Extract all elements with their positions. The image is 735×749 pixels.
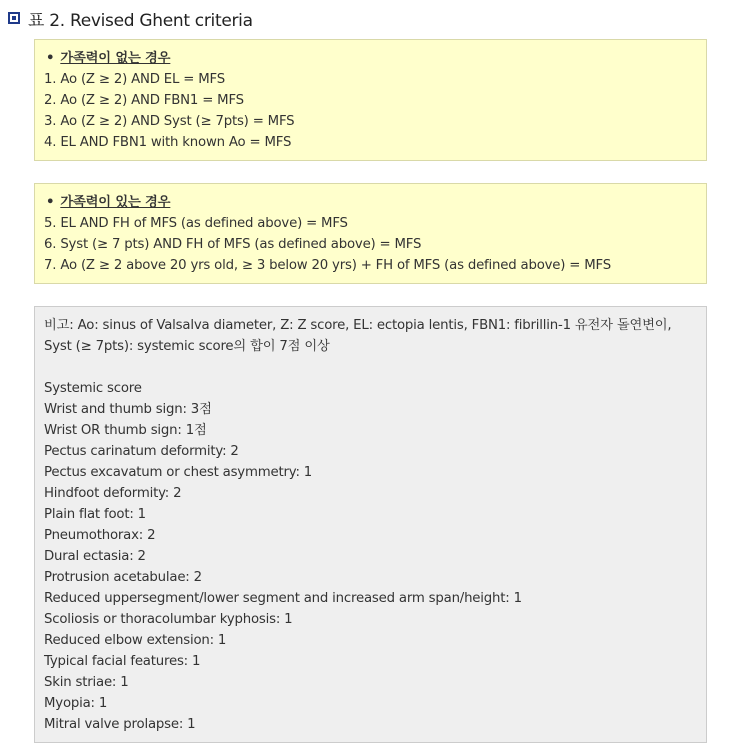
systemic-score-item: Typical facial features: 1 bbox=[44, 654, 201, 669]
criteria-item: 1. Ao (Z ≥ 2) AND EL = MFS bbox=[44, 72, 225, 87]
systemic-score-item: Reduced uppersegment/lower segment and increased arm span/height: 1 bbox=[44, 591, 522, 606]
criteria-item: 5. EL AND FH of MFS (as defined above) = MFS bbox=[44, 216, 348, 231]
family-history-box bbox=[34, 183, 707, 284]
systemic-score-item: Pectus excavatum or chest asymmetry: 1 bbox=[44, 465, 313, 480]
systemic-score-item: Pneumothorax: 2 bbox=[44, 528, 156, 543]
bullet-dot-icon: • bbox=[46, 51, 55, 66]
blank-line bbox=[44, 357, 697, 378]
bullet-dot-icon: • bbox=[46, 195, 55, 210]
systemic-score-item: Dural ectasia: 2 bbox=[44, 549, 146, 564]
no-family-history-heading: • 가족력이 없는 경우 bbox=[44, 48, 697, 69]
abbreviation-note: 비고: Ao: sinus of Valsalva diameter, Z: Z score, EL: ectopia lentis, FBN1: fibrillin-1 유전자 돌연변이, Syst (≥ 7pts): systemic score의 합이 7점 이상 bbox=[44, 318, 672, 354]
systemic-score-item: Myopia: 1 bbox=[44, 696, 108, 711]
systemic-score-heading: Systemic score bbox=[44, 381, 142, 396]
systemic-score-item: Reduced elbow extension: 1 bbox=[44, 633, 227, 648]
systemic-score-item: Plain flat foot: 1 bbox=[44, 507, 146, 522]
criteria-item: 2. Ao (Z ≥ 2) AND FBN1 = MFS bbox=[44, 93, 244, 108]
systemic-score-item: Hindfoot deformity: 2 bbox=[44, 486, 182, 501]
criteria-item: 7. Ao (Z ≥ 2 above 20 yrs old, ≥ 3 below 20 yrs) + FH of MFS (as defined above) = MFS bbox=[44, 258, 611, 273]
systemic-score-item: Protrusion acetabulae: 2 bbox=[44, 570, 202, 585]
family-history-heading: • 가족력이 있는 경우 bbox=[44, 192, 697, 213]
systemic-score-item: Wrist OR thumb sign: 1점 bbox=[44, 423, 207, 438]
systemic-score-item: Wrist and thumb sign: 3점 bbox=[44, 402, 212, 417]
no-family-history-box bbox=[34, 39, 707, 161]
square-bullet-icon bbox=[8, 12, 20, 24]
criteria-item: 4. EL AND FBN1 with known Ao = MFS bbox=[44, 135, 292, 150]
systemic-score-item: Mitral valve prolapse: 1 bbox=[44, 717, 196, 732]
criteria-item: 3. Ao (Z ≥ 2) AND Syst (≥ 7pts) = MFS bbox=[44, 114, 295, 129]
criteria-item: 6. Syst (≥ 7 pts) AND FH of MFS (as defined above) = MFS bbox=[44, 237, 422, 252]
table-title-text: 표 2. Revised Ghent criteria bbox=[28, 10, 253, 31]
systemic-score-item: Scoliosis or thoracolumbar kyphosis: 1 bbox=[44, 612, 293, 627]
table-title bbox=[8, 6, 253, 30]
systemic-score-item: Skin striae: 1 bbox=[44, 675, 129, 690]
notes-box bbox=[34, 306, 707, 743]
systemic-score-item: Pectus carinatum deformity: 2 bbox=[44, 444, 239, 459]
